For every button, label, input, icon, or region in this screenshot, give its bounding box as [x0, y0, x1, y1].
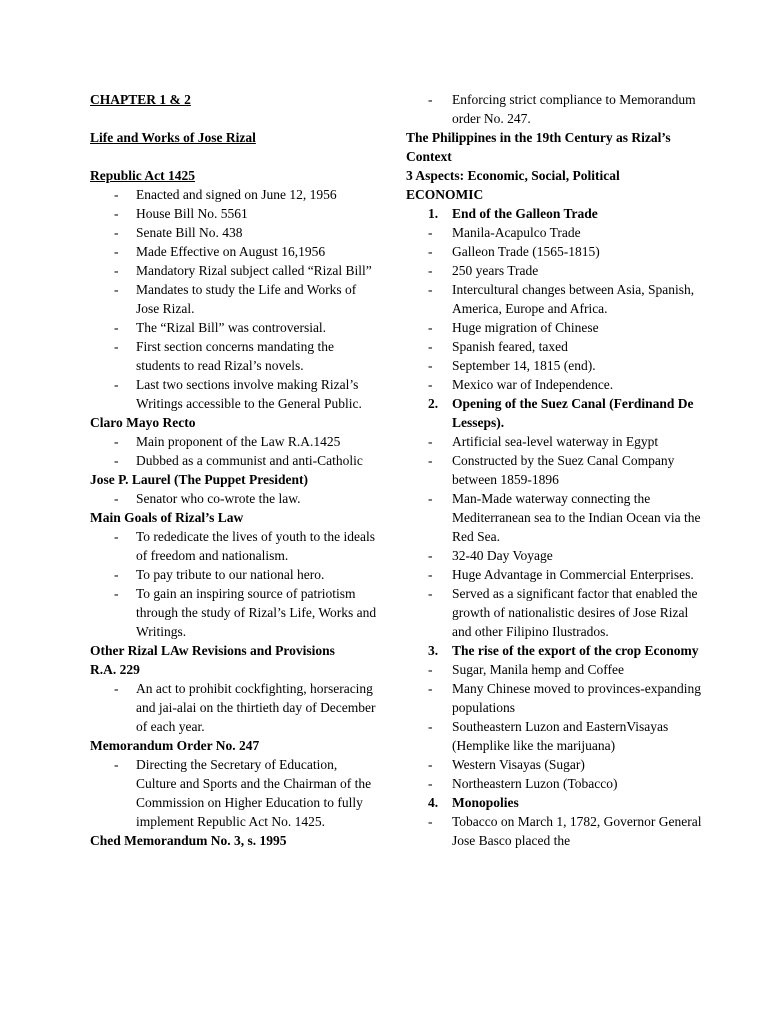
list-item: - Made Effective on August 16,1956: [114, 244, 326, 259]
list-item: - Galleon Trade (1565-1815): [428, 244, 600, 259]
list-item: - To rededicate the lives of youth to the ideals of freedom and nationalism.: [114, 529, 375, 563]
list-item: - To gain an inspiring source of patriotism through the study of Rizal’s Life, Works and Writings.: [114, 586, 377, 639]
list-item: - House Bill No. 5561: [114, 206, 248, 221]
recto-heading: Claro Mayo Recto: [90, 415, 196, 430]
right-column: [406, 90, 706, 850]
list-item: - September 14, 1815 (end).: [428, 358, 596, 373]
list-item: - Manila-Acapulco Trade: [428, 225, 581, 240]
list-item: - 250 years Trade: [428, 263, 539, 278]
list-item: - Many Chinese moved to provinces-expanding populations: [428, 681, 701, 715]
life-works-heading: Life and Works of Jose Rizal: [90, 130, 256, 145]
list-item: - Tobacco on March 1, 1782, Governor General Jose Basco placed the: [428, 814, 702, 848]
laurel-heading: Jose P. Laurel (The Puppet President): [90, 472, 309, 487]
list-item: - Man-Made waterway connecting the Mediterranean sea to the Indian Ocean via the Red Sea.: [428, 491, 701, 544]
aspects-heading: 3 Aspects: Economic, Social, Political: [406, 168, 620, 183]
list-item: - Spanish feared, taxed: [428, 339, 568, 354]
list-item: - Directing the Secretary of Education, Culture and Sports and the Chairman of the Commission on Higher Education to fully implement Republic Act No. 1425.: [114, 757, 372, 829]
list-item: - Huge Advantage in Commercial Enterprises.: [428, 567, 694, 582]
list-item: - An act to prohibit cockfighting, horseracing and jai-alai on the thirtieth day of December of each year.: [114, 681, 376, 734]
list-item: - Western Visayas (Sugar): [428, 757, 585, 772]
list-item: - Enforcing strict compliance to Memorandum order No. 247.: [428, 92, 696, 126]
list-item: - Senator who co-wrote the law.: [114, 491, 301, 506]
section-3-heading: 3. The rise of the export of the crop Economy: [428, 643, 699, 658]
list-item: - Senate Bill No. 438: [114, 225, 243, 240]
chapter-heading: CHAPTER 1 & 2: [90, 92, 191, 107]
list-item: - Artificial sea-level waterway in Egypt: [428, 434, 659, 449]
list-item: - Dubbed as a communist and anti-Catholic: [114, 453, 363, 468]
section-4-heading: 4. Monopolies: [428, 795, 519, 810]
left-column: [90, 90, 380, 850]
list-item: - Main proponent of the Law R.A.1425: [114, 434, 341, 449]
list-item: - Huge migration of Chinese: [428, 320, 599, 335]
ra229-heading: R.A. 229: [90, 662, 140, 677]
list-item: - Mandatory Rizal subject called “Rizal Bill”: [114, 263, 372, 278]
section-1-heading: 1. End of the Galleon Trade: [428, 206, 598, 221]
list-item: - First section concerns mandating the students to read Rizal’s novels.: [114, 339, 334, 373]
list-item: - Southeastern Luzon and EasternVisayas (Hemplike like the marijuana): [428, 719, 669, 753]
ra1425-heading: Republic Act 1425: [90, 168, 196, 183]
list-item: - To pay tribute to our national hero.: [114, 567, 325, 582]
list-item: - Sugar, Manila hemp and Coffee: [428, 662, 625, 677]
list-item: - Northeastern Luzon (Tobacco): [428, 776, 618, 791]
goals-heading: Main Goals of Rizal’s Law: [90, 510, 244, 525]
memo247-heading: Memorandum Order No. 247: [90, 738, 260, 753]
list-item: - 32-40 Day Voyage: [428, 548, 553, 563]
context-heading: The Philippines in the 19th Century as Rizal’s Context: [406, 130, 671, 164]
list-item: - Served as a significant factor that enabled the growth of nationalistic desires of Jose Rizal and other Filipino Ilustrados.: [428, 586, 698, 639]
other-revisions-heading: Other Rizal LAw Revisions and Provisions: [90, 643, 335, 658]
section-2-heading: 2. Opening of the Suez Canal (Ferdinand De Lesseps).: [428, 396, 694, 430]
list-item: - The “Rizal Bill” was controversial.: [114, 320, 327, 335]
list-item: - Mandates to study the Life and Works of Jose Rizal.: [114, 282, 357, 316]
list-item: - Intercultural changes between Asia, Spanish, America, Europe and Africa.: [428, 282, 695, 316]
list-item: - Last two sections involve making Rizal’s Writings accessible to the General Public.: [114, 377, 362, 411]
list-item: - Mexico war of Independence.: [428, 377, 614, 392]
list-item: - Constructed by the Suez Canal Company between 1859-1896: [428, 453, 675, 487]
ched-heading: Ched Memorandum No. 3, s. 1995: [90, 833, 287, 848]
list-item: - Enacted and signed on June 12, 1956: [114, 187, 337, 202]
economic-heading: ECONOMIC: [406, 187, 484, 202]
